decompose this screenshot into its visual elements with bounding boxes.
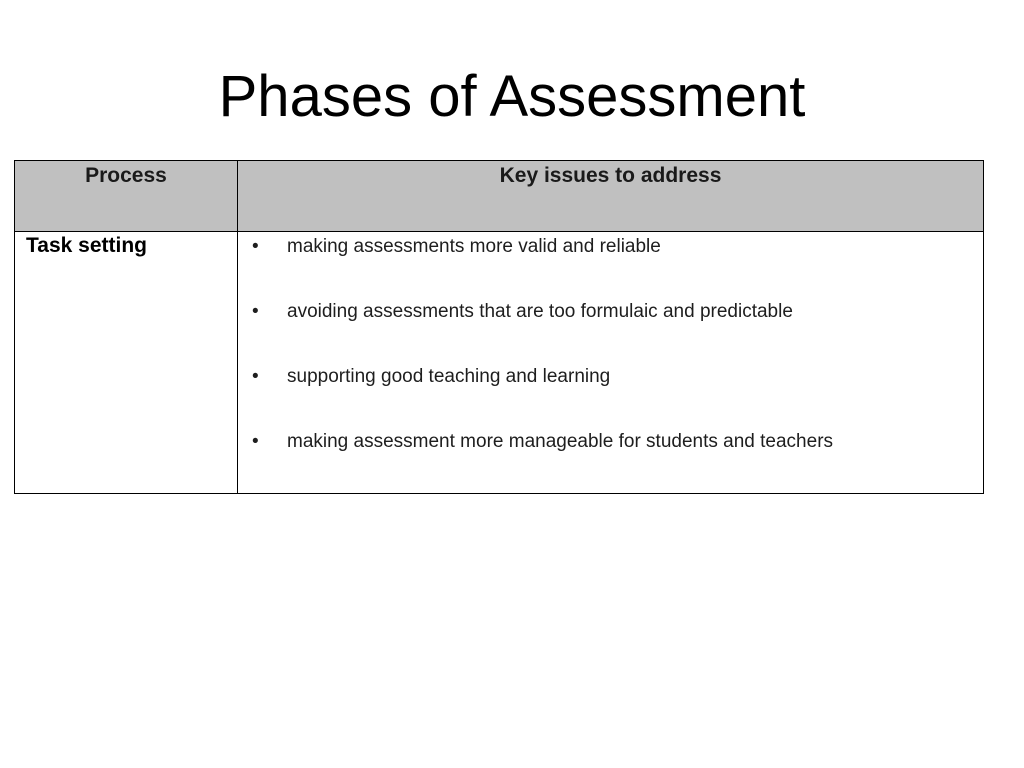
table-column-divider xyxy=(237,160,238,494)
table-header-divider xyxy=(14,231,984,232)
process-task-setting: Task setting xyxy=(26,234,147,257)
issue-text: making assessments more valid and reliable xyxy=(287,236,661,257)
issue-text: avoiding assessments that are too formulaic and predictable xyxy=(287,301,793,322)
slide-title: Phases of Assessment xyxy=(218,64,806,129)
bullet-icon: • xyxy=(252,366,259,387)
assessment-table xyxy=(14,160,984,494)
header-key-issues: Key issues to address xyxy=(499,164,722,187)
issue-text: supporting good teaching and learning xyxy=(287,366,611,387)
table-top-border xyxy=(14,160,984,161)
header-process: Process xyxy=(85,164,167,187)
bullet-icon: • xyxy=(252,301,259,322)
bullet-icon: • xyxy=(252,236,259,257)
issue-text: making assessment more manageable for students and teachers xyxy=(287,431,834,452)
table-right-border xyxy=(983,160,984,494)
table-left-border xyxy=(14,160,15,494)
table-bottom-border xyxy=(14,493,984,494)
bullet-icon: • xyxy=(252,431,259,452)
